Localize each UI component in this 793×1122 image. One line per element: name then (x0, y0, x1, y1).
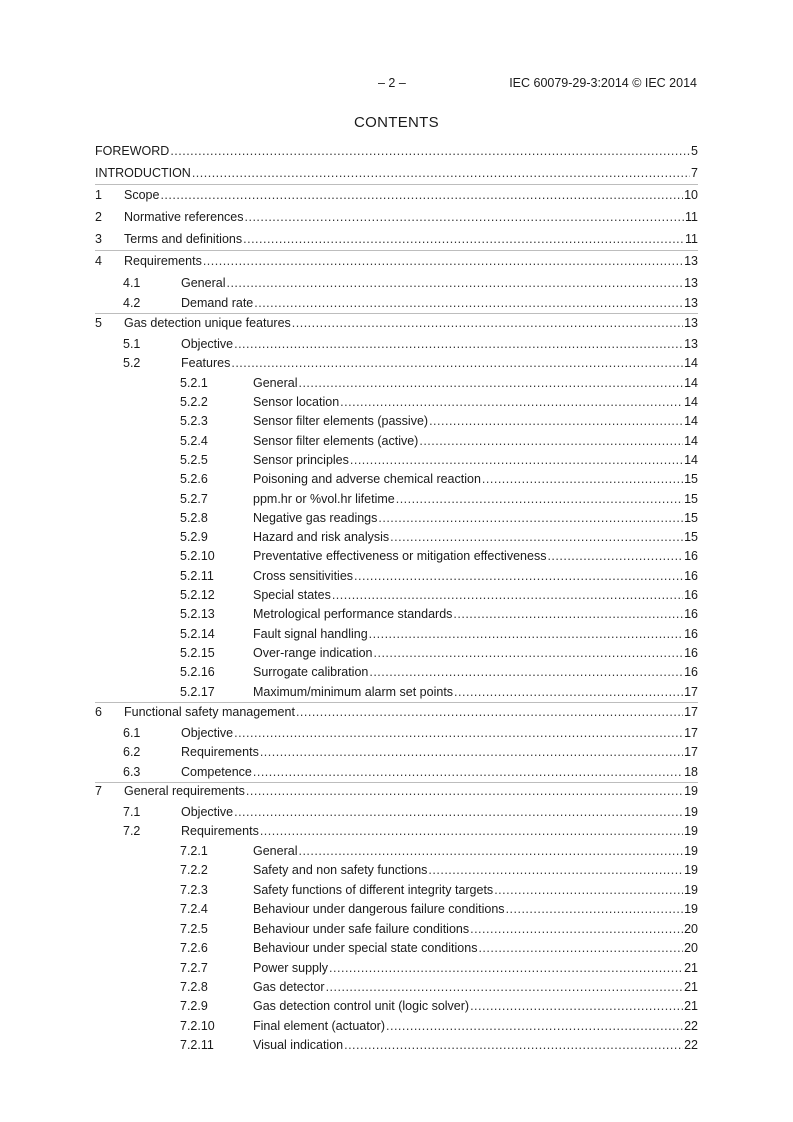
toc-entry-title: Visual indication (253, 1038, 344, 1052)
toc-entry-title: Sensor filter elements (passive) (253, 414, 429, 428)
toc-entry-number: 5.2.7 (180, 492, 208, 506)
toc-entry-number: 5.2.11 (180, 569, 214, 583)
dot-leader (160, 187, 683, 204)
dot-leader (192, 165, 690, 182)
toc-entry-page: 19 (684, 805, 698, 819)
toc-entry-page: 13 (684, 296, 698, 310)
toc-entry-number: 7.2.3 (180, 883, 208, 897)
toc-entry-title: Behaviour under safe failure conditions (253, 922, 470, 936)
dot-leader (386, 1018, 683, 1035)
dot-leader (245, 209, 685, 226)
toc-entry-title: Cross sensitivities (253, 569, 354, 583)
section-divider (95, 313, 698, 314)
toc-entry-title: General (253, 844, 298, 858)
section-divider (95, 702, 698, 703)
toc-entry-page: 15 (684, 492, 698, 506)
section-divider (95, 250, 698, 251)
toc-entry-title: Fault signal handling (253, 627, 368, 641)
toc-entry-page: 17 (684, 705, 698, 719)
toc-entry-number: 7.2 (123, 824, 141, 838)
toc-entry-title: Requirements (181, 745, 259, 759)
toc-entry[interactable] (95, 921, 698, 938)
toc-entry-page: 19 (684, 883, 698, 897)
toc-entry-number: 7.2.5 (180, 922, 208, 936)
toc-entry[interactable] (95, 823, 698, 840)
toc-entry-number: 5.2.1 (180, 376, 208, 390)
toc-entry-page: 21 (684, 999, 698, 1013)
toc-entry[interactable] (95, 882, 698, 899)
toc-entry-number: 5.2 (123, 356, 141, 370)
toc-entry-number: 4 (95, 254, 102, 268)
toc-entry[interactable] (95, 433, 698, 450)
dot-leader (246, 783, 683, 800)
toc-entry-number: 7.1 (123, 805, 141, 819)
dot-leader (547, 548, 683, 565)
toc-entry[interactable] (95, 452, 698, 469)
dot-leader (494, 882, 683, 899)
toc-entry-page: 19 (684, 784, 698, 798)
toc-entry-number: 1 (95, 188, 102, 202)
toc-entry-page: 13 (684, 316, 698, 330)
toc-entry-title: Objective (181, 805, 234, 819)
toc-entry-page: 16 (684, 607, 698, 621)
dot-leader (298, 843, 683, 860)
toc-entry[interactable] (95, 725, 698, 742)
toc-entry-number: 7.2.8 (180, 980, 208, 994)
toc-entry-page: 17 (684, 745, 698, 759)
toc-entry[interactable] (95, 253, 698, 270)
page-title: CONTENTS (354, 114, 439, 131)
toc-entry-title: Sensor location (253, 395, 340, 409)
dot-leader (454, 684, 683, 701)
toc-entry-number: 5.2.5 (180, 453, 208, 467)
dot-leader (350, 452, 683, 469)
toc-entry[interactable] (95, 704, 698, 721)
toc-entry-page: 14 (684, 414, 698, 428)
dot-leader (234, 725, 683, 742)
dot-leader (390, 529, 683, 546)
dot-leader (429, 413, 683, 430)
toc-entry-title: Special states (253, 588, 331, 602)
toc-entry-title: Functional safety management (124, 705, 295, 719)
toc-entry-number: 7.2.4 (180, 902, 208, 916)
toc-entry-title: FOREWORD (95, 144, 170, 158)
toc-entry[interactable] (95, 413, 698, 430)
toc-entry[interactable] (95, 1018, 698, 1035)
page-number: – 2 – (378, 76, 406, 90)
toc-entry-title: Scope (124, 188, 160, 202)
dot-leader (419, 433, 683, 450)
toc-entry-title: Features (181, 356, 231, 370)
toc-entry-page: 11 (685, 210, 698, 224)
toc-entry[interactable] (95, 940, 698, 957)
dot-leader (203, 253, 683, 270)
toc-entry-number: 5.2.10 (180, 549, 215, 563)
toc-entry-title: Behaviour under dangerous failure conditions (253, 902, 505, 916)
toc-entry-page: 5 (691, 144, 698, 158)
toc-entry-title: Competence (181, 765, 252, 779)
toc-entry[interactable] (95, 471, 698, 488)
toc-entry-title: Behaviour under special state conditions (253, 941, 478, 955)
toc-entry-number: 5.2.12 (180, 588, 215, 602)
toc-entry-page: 17 (684, 685, 698, 699)
toc-entry-number: 7.2.11 (180, 1038, 214, 1052)
toc-entry[interactable] (95, 510, 698, 527)
toc-entry[interactable] (95, 275, 698, 292)
dot-leader (344, 1037, 683, 1054)
toc-entry-title: Safety and non safety functions (253, 863, 428, 877)
dot-leader (298, 375, 683, 392)
toc-entry-number: 5.2.16 (180, 665, 215, 679)
toc-entry-number: 7 (95, 784, 102, 798)
toc-entry-title: Demand rate (181, 296, 254, 310)
toc-entry-page: 14 (684, 434, 698, 448)
toc-entry[interactable] (95, 862, 698, 879)
toc-entry-page: 16 (684, 588, 698, 602)
toc-entry-page: 20 (684, 922, 698, 936)
toc-entry[interactable] (95, 336, 698, 353)
dot-leader (369, 664, 683, 681)
toc-entry-title: ppm.hr or %vol.hr lifetime (253, 492, 395, 506)
dot-leader (292, 315, 683, 332)
toc-entry-title: General (253, 376, 298, 390)
toc-entry-title: Final element (actuator) (253, 1019, 386, 1033)
toc-entry-page: 13 (684, 337, 698, 351)
toc-entry[interactable] (95, 587, 698, 604)
toc-entry-number: 7.2.10 (180, 1019, 215, 1033)
toc-entry[interactable] (95, 394, 698, 411)
toc-entry-page: 19 (684, 844, 698, 858)
toc-entry-title: Objective (181, 337, 234, 351)
toc-entry-title: General requirements (124, 784, 245, 798)
toc-entry[interactable] (95, 684, 698, 701)
toc-entry[interactable] (95, 491, 698, 508)
toc-entry[interactable] (95, 626, 698, 643)
toc-entry-title: Hazard and risk analysis (253, 530, 390, 544)
dot-leader (260, 823, 683, 840)
toc-entry[interactable] (95, 375, 698, 392)
dot-leader (332, 587, 683, 604)
toc-entry-number: 6.3 (123, 765, 141, 779)
toc-entry-title: Gas detection unique features (124, 316, 291, 330)
toc-entry-number: 7.2.6 (180, 941, 208, 955)
toc-entry-number: 5.2.8 (180, 511, 208, 525)
toc-entry-page: 19 (684, 863, 698, 877)
toc-entry-title: Maximum/minimum alarm set points (253, 685, 454, 699)
toc-entry-number: 7.2.9 (180, 999, 208, 1013)
toc-entry-page: 22 (684, 1038, 698, 1052)
toc-entry-page: 14 (684, 395, 698, 409)
dot-leader (234, 804, 683, 821)
toc-entry-title: General (181, 276, 226, 290)
dot-leader (340, 394, 683, 411)
toc-entry-page: 16 (684, 665, 698, 679)
toc-entry-page: 16 (684, 646, 698, 660)
toc-entry-number: 7.2.7 (180, 961, 208, 975)
toc-entry[interactable] (95, 901, 698, 918)
toc-entry-page: 11 (685, 232, 698, 246)
toc-entry-title: Terms and definitions (124, 232, 243, 246)
dot-leader (260, 744, 683, 761)
dot-leader (374, 645, 684, 662)
dot-leader (326, 979, 684, 996)
toc-entry-number: 6.2 (123, 745, 141, 759)
standard-reference: IEC 60079-29-3:2014 © IEC 2014 (509, 76, 697, 90)
toc-entry[interactable] (95, 315, 698, 332)
toc-entry-title: INTRODUCTION (95, 166, 191, 180)
toc-entry[interactable] (95, 783, 698, 800)
toc-entry-number: 6 (95, 705, 102, 719)
dot-leader (243, 231, 684, 248)
dot-leader (369, 626, 683, 643)
dot-leader (396, 491, 683, 508)
toc-entry[interactable] (95, 764, 698, 781)
toc-entry-page: 18 (684, 765, 698, 779)
toc-entry-page: 19 (684, 902, 698, 916)
toc-entry-title: Preventative effectiveness or mitigation effectiveness (253, 549, 547, 563)
toc-entry[interactable] (95, 568, 698, 585)
toc-entry-number: 7.2.2 (180, 863, 208, 877)
toc-entry[interactable] (95, 209, 698, 226)
dot-leader (234, 336, 683, 353)
dot-leader (470, 921, 683, 938)
toc-entry-page: 16 (684, 627, 698, 641)
toc-entry-page: 22 (684, 1019, 698, 1033)
toc-entry-title: Requirements (181, 824, 259, 838)
toc-entry-page: 14 (684, 356, 698, 370)
toc-entry-title: Over-range indication (253, 646, 373, 660)
toc-entry-page: 21 (684, 961, 698, 975)
dot-leader (470, 998, 683, 1015)
dot-leader (296, 704, 683, 721)
toc-entry[interactable] (95, 143, 698, 160)
toc-entry-number: 5 (95, 316, 102, 330)
toc-entry-number: 6.1 (123, 726, 141, 740)
toc-entry-title: Sensor principles (253, 453, 349, 467)
toc-entry-page: 13 (684, 276, 698, 290)
toc-entry-number: 5.2.2 (180, 395, 208, 409)
dot-leader (354, 568, 683, 585)
toc-entry[interactable] (95, 998, 698, 1015)
toc-entry-number: 5.2.14 (180, 627, 215, 641)
toc-entry-title: Power supply (253, 961, 329, 975)
dot-leader (226, 275, 683, 292)
toc-entry-title: Objective (181, 726, 234, 740)
toc-entry[interactable] (95, 744, 698, 761)
toc-entry-number: 7.2.1 (180, 844, 208, 858)
toc-entry[interactable] (95, 548, 698, 565)
toc-entry[interactable] (95, 979, 698, 996)
toc-entry-title: Requirements (124, 254, 202, 268)
toc-entry-page: 14 (684, 453, 698, 467)
toc-entry[interactable] (95, 843, 698, 860)
dot-leader (254, 295, 683, 312)
toc-entry-page: 14 (684, 376, 698, 390)
toc-entry-title: Safety functions of different integrity targets (253, 883, 494, 897)
toc-entry[interactable] (95, 664, 698, 681)
toc-entry-title: Metrological performance standards (253, 607, 453, 621)
toc-entry-number: 5.2.9 (180, 530, 208, 544)
toc-entry-page: 17 (684, 726, 698, 740)
toc-entry-title: Negative gas readings (253, 511, 378, 525)
toc-entry-page: 7 (691, 166, 698, 180)
section-divider (95, 184, 698, 185)
toc-entry[interactable] (95, 355, 698, 372)
toc-entry[interactable] (95, 165, 698, 182)
toc-entry-number: 5.2.17 (180, 685, 215, 699)
toc-entry-page: 10 (684, 188, 698, 202)
toc-entry-page: 19 (684, 824, 698, 838)
toc-entry[interactable] (95, 804, 698, 821)
toc-entry-title: Gas detector (253, 980, 325, 994)
toc-entry-number: 5.2.3 (180, 414, 208, 428)
toc-entry-number: 5.2.4 (180, 434, 208, 448)
toc-entry[interactable] (95, 645, 698, 662)
toc-entry-number: 4.2 (123, 296, 141, 310)
dot-leader (329, 960, 683, 977)
toc-entry-number: 3 (95, 232, 102, 246)
toc-entry-title: Surrogate calibration (253, 665, 369, 679)
dot-leader (253, 764, 683, 781)
dot-leader (482, 471, 683, 488)
toc-entry-number: 5.2.13 (180, 607, 215, 621)
toc-entry-number: 4.1 (123, 276, 141, 290)
toc-entry-page: 16 (684, 549, 698, 563)
toc-entry-page: 20 (684, 941, 698, 955)
toc-entry-title: Sensor filter elements (active) (253, 434, 419, 448)
toc-entry[interactable] (95, 231, 698, 248)
toc-entry-title: Poisoning and adverse chemical reaction (253, 472, 481, 486)
dot-leader (170, 143, 690, 160)
dot-leader (478, 940, 683, 957)
toc-entry-number: 5.2.6 (180, 472, 208, 486)
dot-leader (428, 862, 683, 879)
toc-entry[interactable] (95, 295, 698, 312)
dot-leader (453, 606, 683, 623)
toc-entry[interactable] (95, 960, 698, 977)
dot-leader (506, 901, 684, 918)
toc-entry[interactable] (95, 606, 698, 623)
toc-entry-page: 15 (684, 472, 698, 486)
dot-leader (231, 355, 683, 372)
toc-entry[interactable] (95, 1037, 698, 1054)
toc-entry[interactable] (95, 187, 698, 204)
toc-entry-page: 16 (684, 569, 698, 583)
toc-entry-number: 5.1 (123, 337, 141, 351)
toc-entry-number: 5.2.15 (180, 646, 215, 660)
toc-entry-title: Normative references (124, 210, 244, 224)
toc-entry-number: 2 (95, 210, 102, 224)
toc-entry-title: Gas detection control unit (logic solver) (253, 999, 470, 1013)
toc-entry-page: 21 (684, 980, 698, 994)
toc-entry-page: 13 (684, 254, 698, 268)
page-header (0, 76, 793, 94)
toc-entry-page: 15 (684, 511, 698, 525)
toc-entry[interactable] (95, 529, 698, 546)
dot-leader (378, 510, 683, 527)
toc-entry-page: 15 (684, 530, 698, 544)
